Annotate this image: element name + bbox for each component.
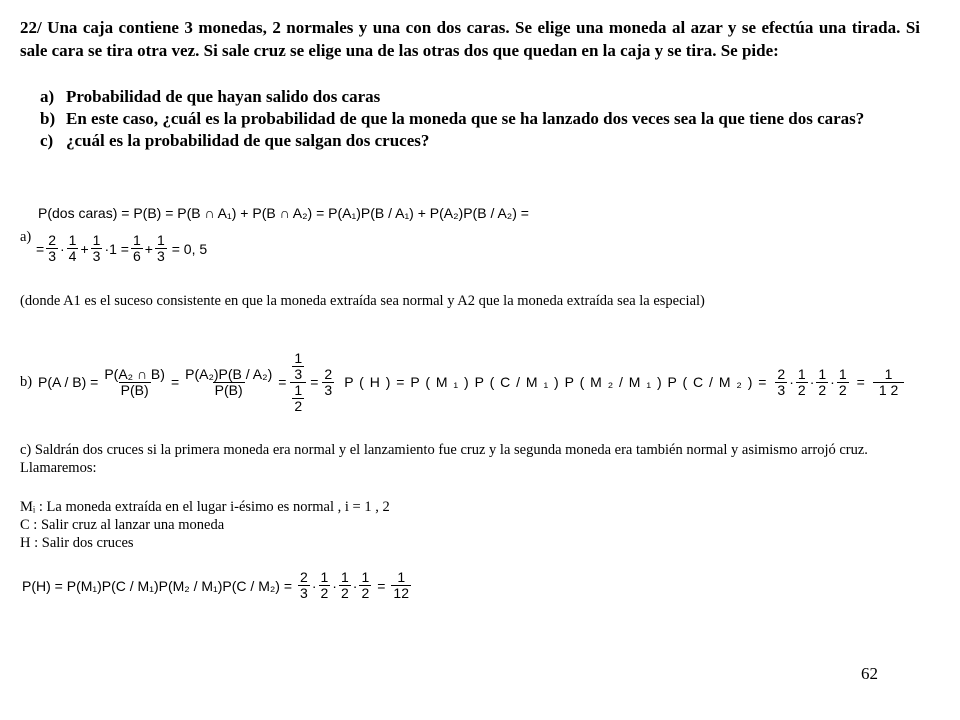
part-c-equation: P(H) = P(M₁)P(C / M₁)P(M₂ / M₁)P(C / M₂) = $\frac{2}{3}$ · $\frac{1}{2}$ · $\frac{1}{2}$ · $\frac{1}{2}$ = $\frac{1}{12}$ [22,569,409,601]
definition-m: Mᵢ : La moneda extraída en el lugar i-ésimo es normal , i = 1 , 2 [20,499,390,515]
page-number: 62 [861,664,878,683]
question-b: b) En este caso, ¿cuál es la probabilidad de que la moneda que se ha lanzado dos veces sea la que tiene dos caras? [40,109,865,128]
part-b-label: b) [20,374,33,390]
definition-c: C : Salir cruz al lanzar una moneda [20,517,225,533]
part-a-label: a) [20,229,32,245]
part-b-equation: P(A / B) = $\frac{\text{P(A₂ ∩ B)}}{P(B)}$ = $\frac{\text{P(A₂)P(B / A₂)}}{P(B)}$ = $\frac{\frac{1}{3}}{\frac{1}{2}}$ = $\frac{2}{3}$ P ( H ) = P ( M ₁ ) P ( C / M ₁ ) P ( M ₂ / M ₁ ) P ( C / M ₂ ) = $\frac{2}{3}$ · $\frac{1}{2}$ · $\frac{1}{2}$ · $\frac{1}{2}$ = $\frac{1}{1 2}$ [38,345,906,419]
part-a-note: (donde A1 es el suceso consistente en que la moneda extraída sea normal y A2 que la moneda extraída sea la especial) [20,293,705,309]
part-a-equation-line2: = $\frac{2}{3}$ · $\frac{1}{4}$ + $\frac{1}{3}$ ·1 = $\frac{1}{6}$ + $\frac{1}{3}$ = 0, 5 [36,232,208,264]
question-c: c) ¿cuál es la probabilidad de que salgan dos cruces? [40,131,430,150]
part-a-equation-line1: P(dos caras) = P(B) = P(B ∩ A₁) + P(B ∩ A₂) = P(A₁)P(B / A₁) + P(A₂)P(B / A₂) = [38,205,529,221]
part-c-text: c) Saldrán dos cruces si la primera moneda era normal y el lanzamiento fue cruz y la segunda moneda era también normal y asimismo arrojó cruz. Llamaremos: [20,442,868,476]
question-list [40,86,920,152]
question-a: a) Probabilidad de que hayan salido dos caras [40,87,381,106]
problem-statement: 22/ Una caja contiene 3 monedas, 2 normales y una con dos caras. Se elige una moneda al azar y se efectúa una tirada. Si sale cara se tira otra vez. Si sale cruz se elige una de las otras dos que quedan en la caja y se tira. Se pide: [20,18,920,60]
definition-h: H : Salir dos cruces [20,535,134,551]
